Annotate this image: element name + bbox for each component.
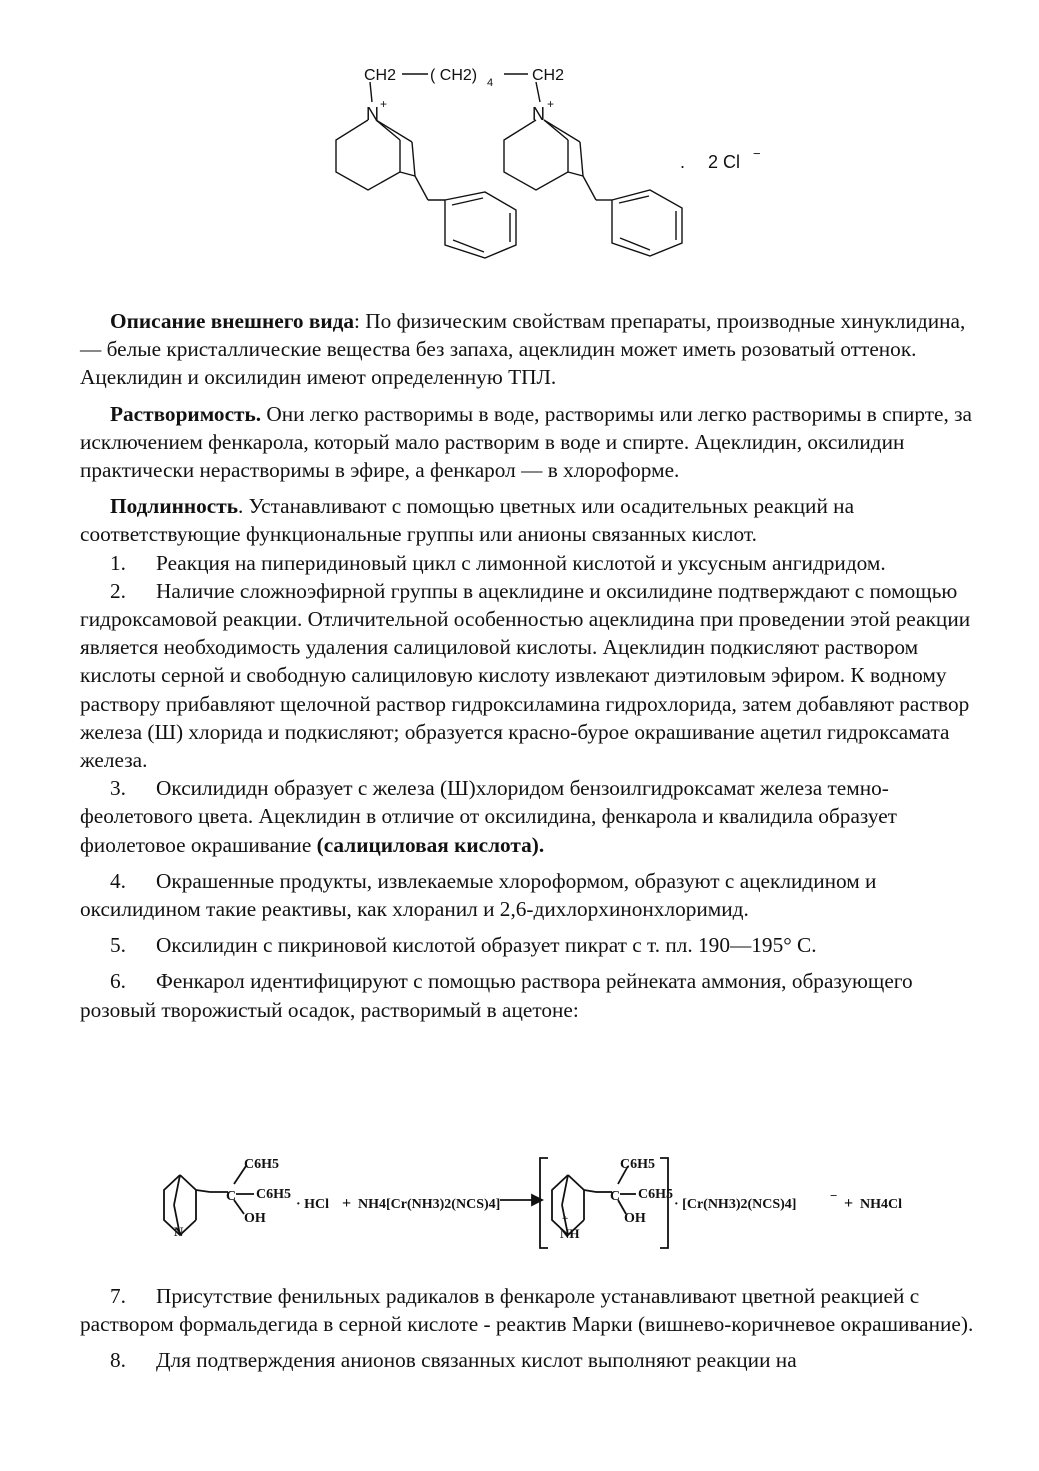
n-left-label: N	[366, 104, 379, 124]
reactant-n: N	[174, 1224, 184, 1239]
product-c6h5-right: C6H5	[638, 1187, 673, 1202]
text-block-end	[80, 1282, 980, 1375]
counter-ion-label: 2 Cl	[708, 152, 741, 172]
item-number: 5.	[110, 933, 126, 958]
chain-subscript: 4	[487, 77, 494, 89]
appearance-title: Описание внешнего вида	[110, 309, 355, 333]
reactant-c6h5-top: C6H5	[244, 1157, 279, 1172]
reactant-oh: OH	[244, 1211, 266, 1226]
reactant-c: C	[226, 1189, 237, 1204]
list-item	[80, 774, 980, 859]
product-nh-charge: +	[562, 1213, 569, 1225]
nh4cl-label: NH4Cl	[860, 1197, 902, 1212]
product-c: C	[610, 1189, 621, 1204]
identity-text: . Устанавливают с помощью цветных или осадительных реакций на соответствующие функциональные группы или анионы связанных кислот.	[80, 494, 855, 547]
product-c6h5-top: C6H5	[620, 1157, 655, 1172]
item-number: 4.	[110, 868, 126, 893]
solubility-paragraph	[80, 400, 980, 485]
dot-label: .	[680, 152, 686, 172]
item-text: Реакция на пиперидиновый цикл с лимонной кислотой и уксусным ангидридом.	[156, 550, 886, 575]
solubility-text: Они легко растворимы в воде, растворимы или легко растворимы в спирте, за исключением фенкарола, который мало растворим в воде и спирте. Ацеклидин, оксилидин практически нерастворимы в эфире, а фенкарол — в хлороформе.	[80, 401, 973, 483]
reactant-c6h5-right: C6H5	[256, 1187, 291, 1202]
item-text: Для подтверждения анионов связанных кислот выполняют реакции на	[156, 1348, 797, 1373]
plus-sign-2: +	[844, 1195, 854, 1212]
bis-quinuclidinium-structure	[320, 60, 780, 260]
anion-label: · [Cr(NH3)2(NCS)4]	[674, 1197, 797, 1212]
item-text: Наличие сложноэфирной группы в ацеклидине и оксилидине подтверждают с помощью гидроксамовой реакции. Отличительной особенностью ацеклидина при проведении этой реакции является необходимость удаления салициловой кислоты. Ацеклидин подкисляют раствором кислоты серной и свободную салициловую кислоту извлекают диэтиловым эфиром. К водному раствору прибавляют щелочной раствор гидроксиламина гидрохлорида, затем добавляют раствор железа (Ш) хлорида и подкисляют; образуется красно-бурое окрашивание ацетил гидроксамата железа.	[80, 578, 971, 773]
list-item	[80, 1282, 980, 1338]
counter-ion-charge: −	[753, 146, 761, 161]
anion-charge: −	[830, 1188, 838, 1203]
ch2-left-label: CH2	[364, 67, 397, 84]
item-text: Фенкарол идентифицируют с помощью раствора рейнеката аммония, образующего розовый творожистый осадок, растворимый в ацетоне:	[80, 969, 913, 1022]
list-item	[80, 1346, 980, 1374]
list-item	[80, 577, 980, 774]
reagent-label: NH4[Cr(NH3)2(NCS)4]	[358, 1197, 501, 1212]
item-number: 3.	[110, 776, 126, 801]
list-item	[80, 549, 980, 577]
list-item	[80, 867, 980, 923]
solubility-title: Растворимость.	[110, 401, 262, 426]
hcl-label: · HCl	[296, 1197, 330, 1212]
appearance-text: : По физическим свойствам препараты, производные хинуклидина, — белые кристаллические вещества без запаха, ацеклидин может иметь розоватый оттенок. Ацеклидин и оксилидин имеют определенную ТПЛ.	[80, 309, 966, 390]
n-right-label: N	[532, 104, 545, 124]
item-text: Оксилидидн образует с железа (Ш)хлоридом бензоилгидроксамат железа темно-феолетового цвета. Ацеклидин в отличие от оксилидина, фенкарола и квалидила образует фиолетовое окрашивание	[80, 776, 897, 857]
item-bold-text: (салициловая кислота).	[316, 832, 545, 857]
chain-label: ( CH2)	[430, 67, 478, 84]
item-number: 2.	[110, 578, 126, 603]
item-number: 7.	[110, 1284, 126, 1308]
n-right-charge: +	[547, 97, 555, 111]
product-oh: OH	[624, 1211, 646, 1226]
ch2-right-label: CH2	[532, 67, 565, 84]
identity-title: Подлинность	[110, 494, 238, 519]
identity-paragraph	[80, 492, 980, 548]
list-item	[80, 931, 980, 959]
text-block-main	[80, 307, 980, 1024]
item-text: Присутствие фенильных радикалов в фенкароле устанавливают цветной реакцией с раствором формальдегида в серной кислоте - реактив Марки (вишнево-коричневое окрашивание).	[80, 1284, 974, 1337]
n-left-charge: +	[380, 97, 388, 111]
appearance-paragraph	[80, 307, 980, 392]
item-number: 1.	[110, 550, 126, 575]
fenkarol-reaction-scheme	[150, 1150, 902, 1260]
plus-sign-1: +	[342, 1195, 352, 1212]
item-number: 6.	[110, 969, 126, 994]
product-nh: NH	[560, 1226, 580, 1241]
item-number: 8.	[110, 1348, 126, 1373]
item-text: Окрашенные продукты, извлекаемые хлороформом, образуют с ацеклидином и оксилидином такие реактивы, как хлоранил и 2,6-дихлорхинонхлоримид.	[80, 868, 877, 922]
item-text: Оксилидин с пикриновой кислотой образует пикрат с т. пл. 190—195° С.	[156, 933, 817, 958]
list-item	[80, 967, 980, 1023]
